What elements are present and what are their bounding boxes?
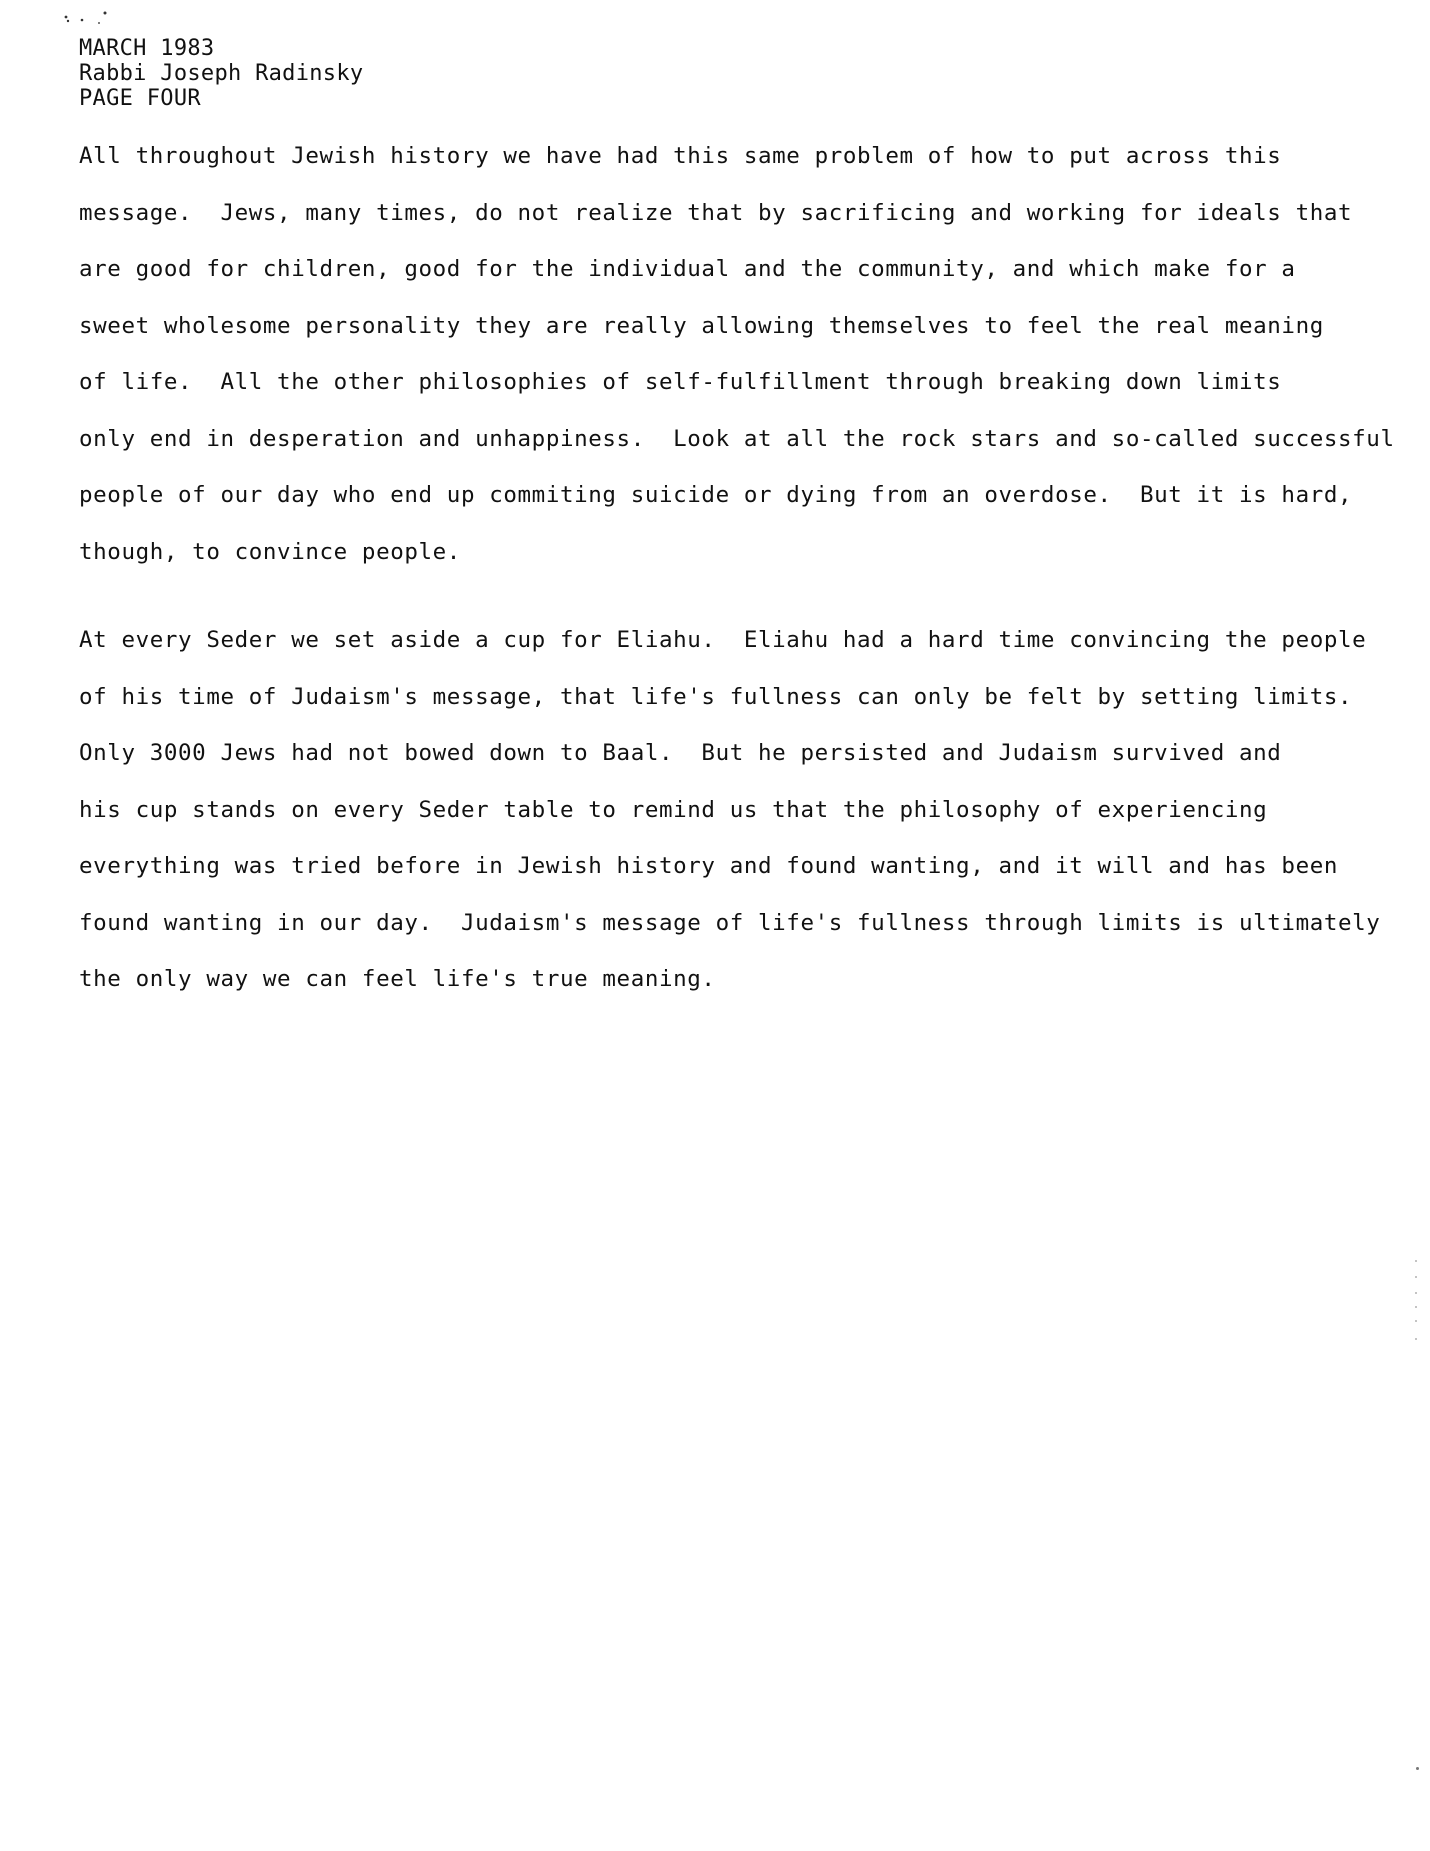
paragraph-line: only end in desperation and unhappiness. Look at all the rock stars and so-called successful [79,425,1395,452]
scan-speck [1416,1767,1419,1770]
paragraph-line: everything was tried before in Jewish history and found wanting, and it will and has been [79,853,1339,879]
paragraph-line: At every Seder we set aside a cup for Eliahu. Eliahu had a hard time convincing the people [79,627,1367,653]
paragraph-line: people of our day who end up commiting suicide or dying from an overdose. But it is hard, [79,482,1353,508]
paragraph-line: the only way we can feel life's true meaning. [79,966,716,992]
paragraph-line: sweet wholesome personality they are really allowing themselves to feel the real meaning [79,312,1324,339]
paragraph-line: message. Jews, many times, do not realize that by sacrificing and working for ideals that [79,199,1353,226]
paragraph-line: of life. All the other philosophies of self-fulfillment through breaking down limits [79,369,1282,395]
paragraph-line: Only 3000 Jews had not bowed down to Baal. But he persisted and Judaism survived and [79,740,1282,766]
paragraph-line: his cup stands on every Seder table to remind us that the philosophy of experiencing [79,796,1268,823]
margin-scan-marks [1414,1255,1418,1345]
document-header [79,36,363,111]
paragraph-line: though, to convince people. [79,538,461,565]
paragraph-line: of his time of Judaism's message, that life's fullness can only be felt by setting limits. [79,683,1353,710]
paragraph-line: All throughout Jewish history we have had this same problem of how to put across this [79,143,1282,169]
header-author: Rabbi Joseph Radinsky [79,61,364,86]
paragraph-1 [79,128,1395,580]
header-date: MARCH 1983 [79,36,215,61]
paragraph-line: are good for children, good for the individual and the community, and which make for a [79,256,1296,282]
header-page-number: PAGE FOUR [79,86,201,111]
paragraph-line: found wanting in our day. Judaism's message of life's fullness through limits is ultimately [79,909,1381,936]
scan-specks [60,8,160,30]
paragraph-2 [79,612,1380,1008]
